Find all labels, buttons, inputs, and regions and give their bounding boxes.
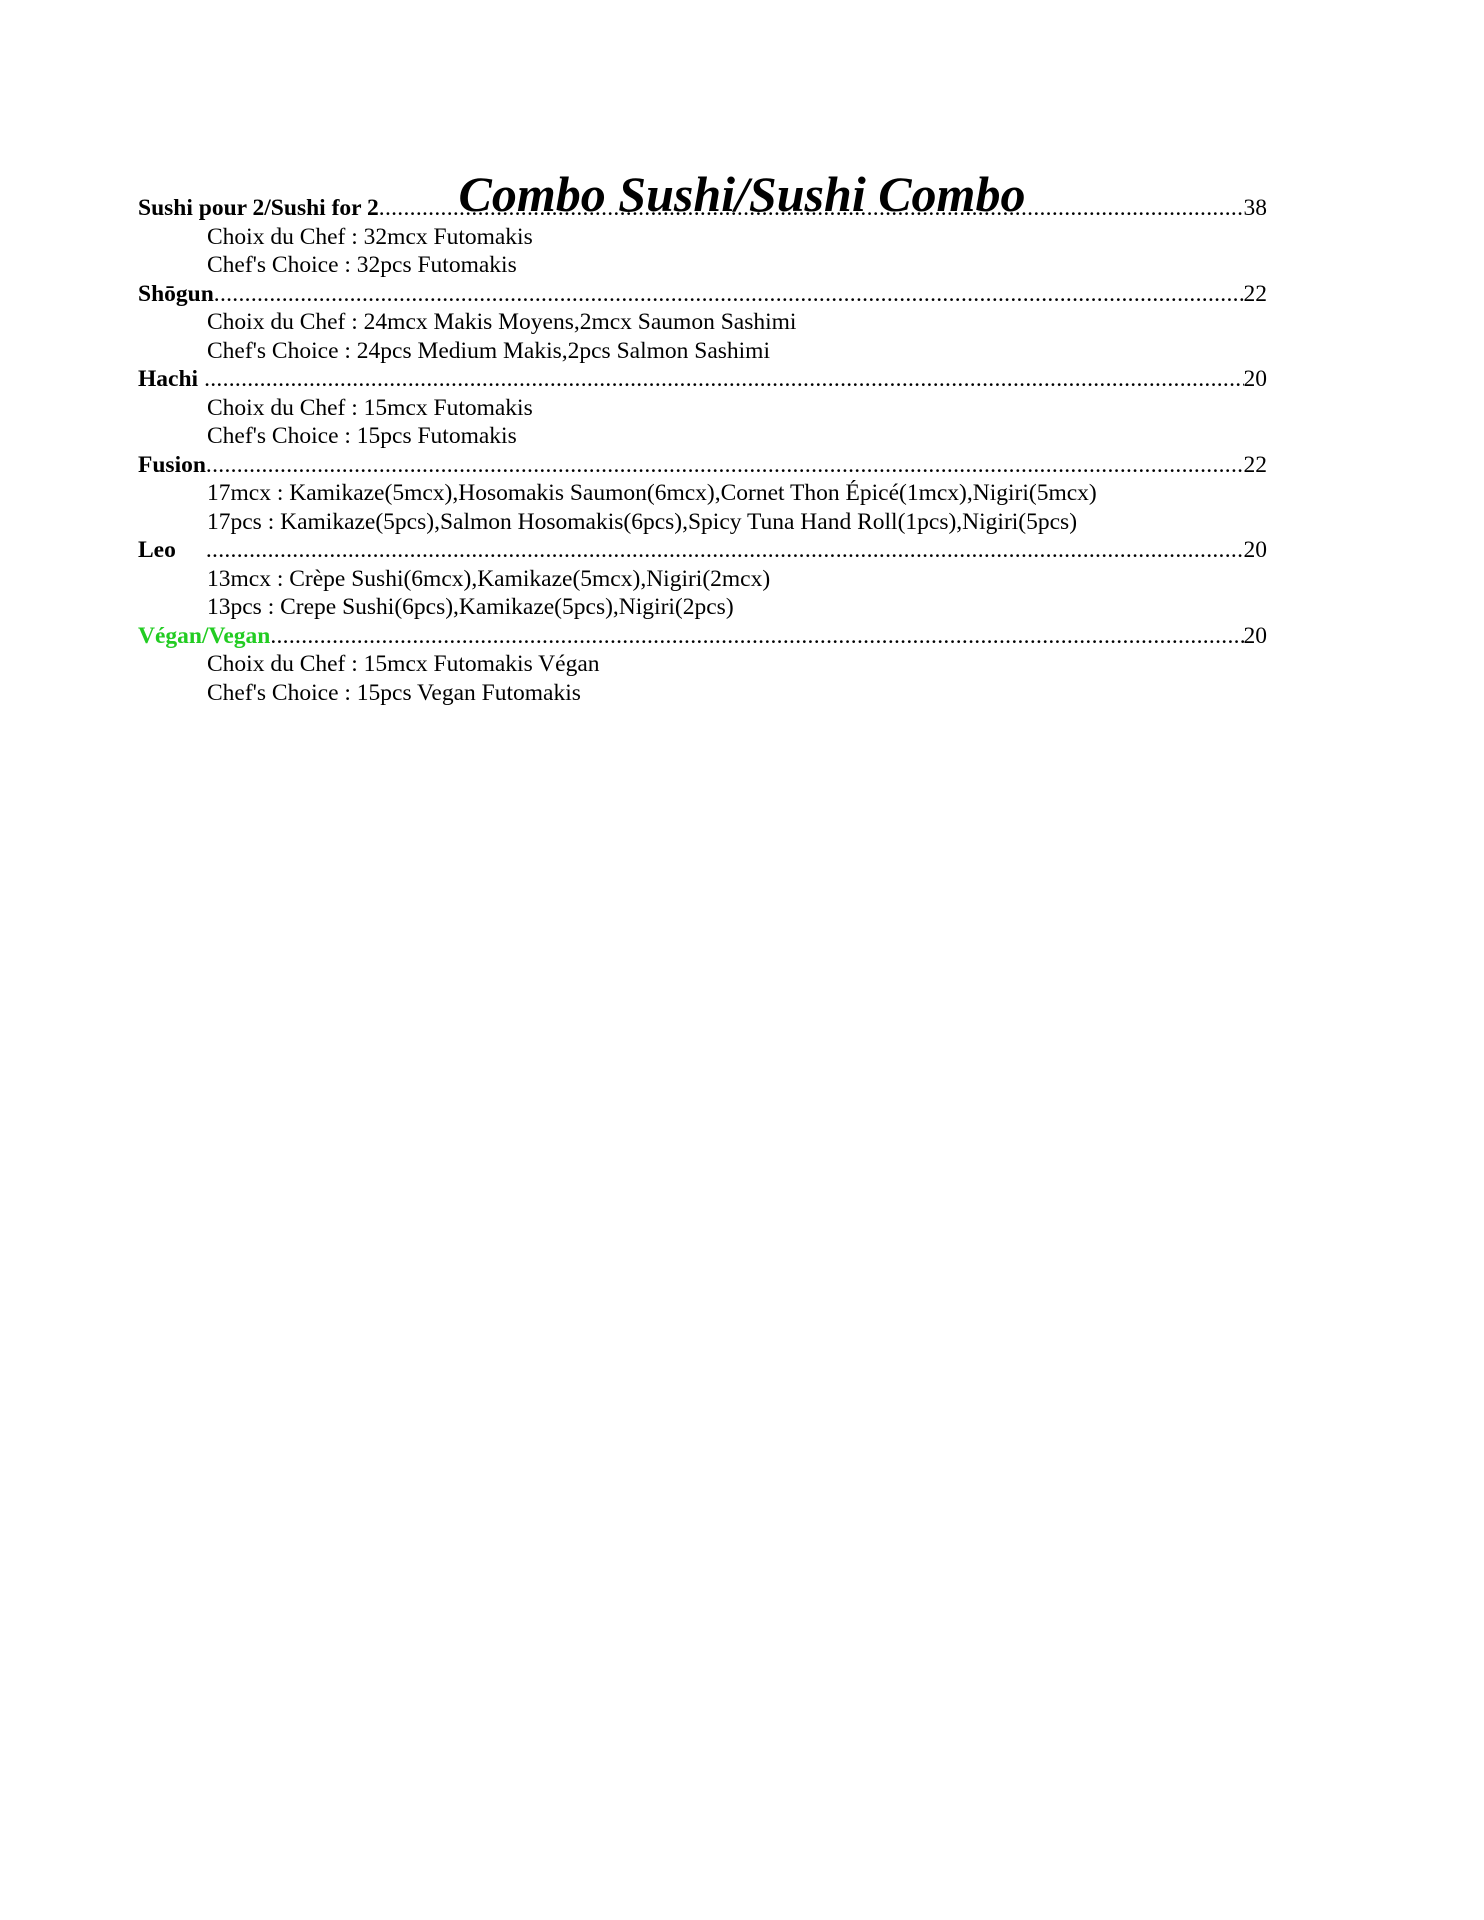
item-description-fr: 17mcx : Kamikaze(5mcx),Hosomakis Saumon(6mcx),Cornet Thon Épicé(1mcx),Nigiri(5mcx) xyxy=(207,480,1097,506)
item-description-fr: Choix du Chef : 24mcx Makis Moyens,2mcx Saumon Sashimi xyxy=(207,309,797,335)
page-title: Combo Sushi/Sushi Combo xyxy=(458,165,1026,222)
item-price: 20 xyxy=(1243,622,1267,649)
menu-item-hachi xyxy=(138,365,1267,451)
item-header xyxy=(138,622,1267,651)
menu-item-shogun xyxy=(138,280,1267,366)
item-description-fr: 13mcx : Crèpe Sushi(6mcx),Kamikaze(5mcx),Nigiri(2mcx) xyxy=(207,565,771,592)
dot-leader xyxy=(204,365,1243,394)
item-description-en: Chef's Choice : 15pcs Futomakis xyxy=(207,423,517,449)
menu-item-leo xyxy=(138,536,1267,622)
item-description-fr: Choix du Chef : 32mcx Futomakis xyxy=(207,223,533,250)
dot-leader xyxy=(206,451,1244,480)
item-description-en: Chef's Choice : 24pcs Medium Makis,2pcs Salmon Sashimi xyxy=(207,337,770,364)
item-name: Fusion xyxy=(138,451,206,478)
menu-item-vegan xyxy=(138,622,1267,708)
item-description-en: Chef's Choice : 15pcs Vegan Futomakis xyxy=(207,679,581,706)
item-price: 22 xyxy=(1243,280,1267,307)
item-header xyxy=(138,365,1267,394)
item-description-en: 13pcs : Crepe Sushi(6pcs),Kamikaze(5pcs),Nigiri(2pcs) xyxy=(207,594,734,620)
item-price: 20 xyxy=(1243,366,1267,392)
dot-leader xyxy=(270,622,1243,651)
item-price: 38 xyxy=(1243,195,1267,221)
dot-leader xyxy=(379,194,1244,223)
dot-leader xyxy=(214,280,1244,309)
menu-item-sushi-for-2 xyxy=(138,194,1267,280)
combo-menu-list xyxy=(138,194,1267,707)
item-name-vegan: Végan/Vegan xyxy=(138,622,271,649)
menu-item-fusion xyxy=(138,451,1267,537)
dot-leader xyxy=(206,536,1244,565)
item-description-fr: Choix du Chef : 15mcx Futomakis xyxy=(207,394,533,421)
item-header xyxy=(138,536,1267,565)
item-price: 22 xyxy=(1243,451,1267,478)
item-name: Leo xyxy=(138,537,176,563)
item-name: Shōgun xyxy=(138,280,214,307)
item-description-en: 17pcs : Kamikaze(5pcs),Salmon Hosomakis(6pcs),Spicy Tuna Hand Roll(1pcs),Nigiri(5pcs) xyxy=(207,508,1078,535)
item-header xyxy=(138,280,1267,309)
item-header xyxy=(138,194,1267,223)
item-header xyxy=(138,451,1267,480)
item-description-fr: Choix du Chef : 15mcx Futomakis Végan xyxy=(207,651,600,677)
item-name: Sushi pour 2/Sushi for 2 xyxy=(138,195,379,221)
item-name: Hachi xyxy=(138,366,199,392)
item-price: 20 xyxy=(1243,537,1267,563)
item-description-en: Chef's Choice : 32pcs Futomakis xyxy=(207,252,517,278)
